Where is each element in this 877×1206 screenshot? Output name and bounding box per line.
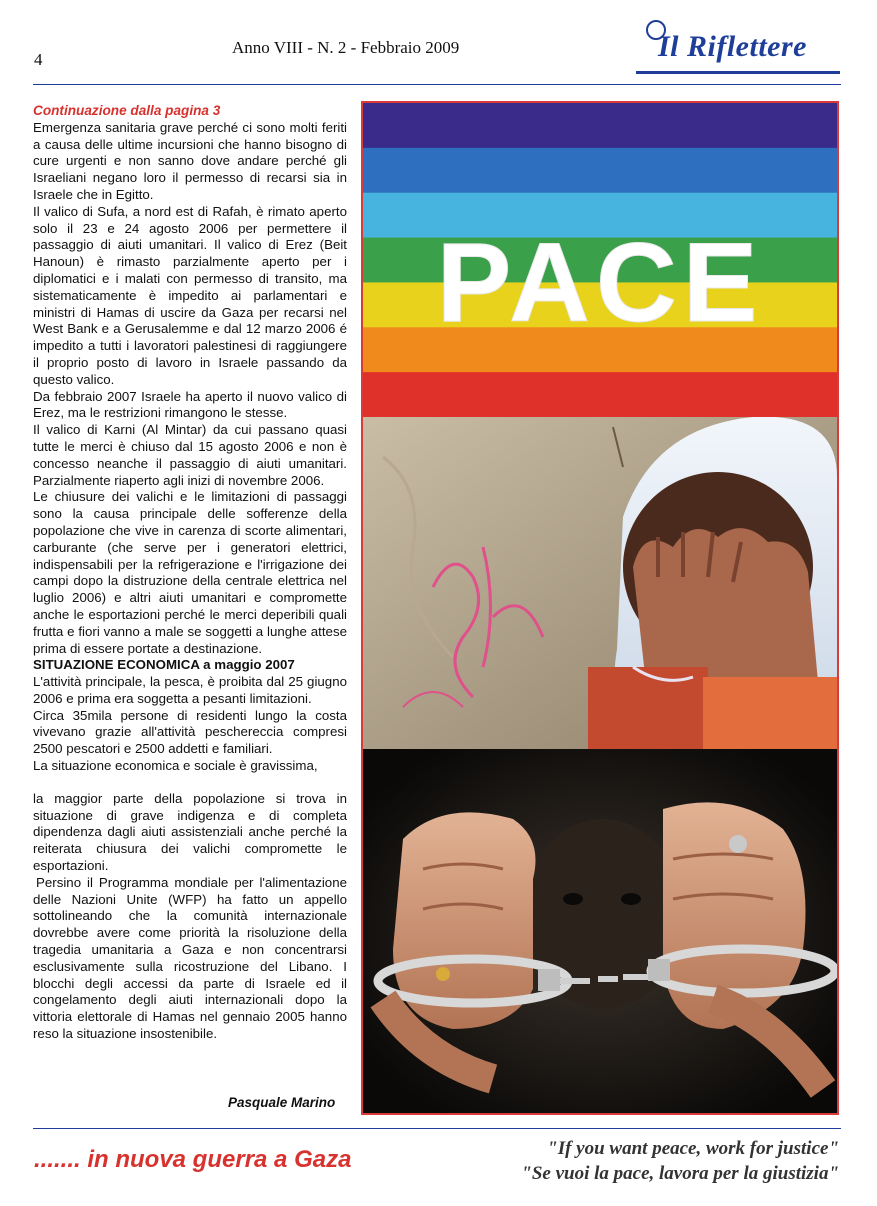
section-heading: SITUAZIONE ECONOMICA a maggio 2007 (33, 657, 295, 673)
quote-italian: "Se vuoi la pace, lavora per la giustizia" (521, 1163, 839, 1184)
paragraph: Le chiusure dei valichi e le limitazioni di passaggi sono la causa principale delle sofferenze della popolazione che vive in carenza di scorte alimentari, carburante (che serve per i generatori elettrici, indispensabili per la refrigerazione e l'irrigazione dei campi dopo la distruzione della centrale elettrica nel luglio 2006) e altri aiuti umanitari e compromette anche le esportazioni perché le merci deperibili quali frutta e fiori vanno a male se soggetti a lunghe attese prima di essere portate a destinazione. (33, 489, 347, 656)
paragraph: L'attività principale, la pesca, è proibita dal 25 giugno 2006 e prima era soggetta a pesanti limitazioni. (33, 674, 347, 706)
photo-collage (361, 101, 839, 1115)
quote-english: "If you want peace, work for justice" (547, 1138, 839, 1159)
header-divider (33, 84, 841, 85)
issue-info: Anno VIII - N. 2 - Febbraio 2009 (232, 38, 460, 57)
footer-title: ....... in nuova guerra a Gaza (34, 1146, 352, 1173)
paragraph: la maggior parte della popolazione si trova in situazione di grave indigenza e di completa dipendenza dagli aiuti assistenziali anche perché la reiterata chiusura dei valichi compromette le esportazioni. (33, 790, 347, 874)
continuation-label: Continuazione dalla pagina 3 (33, 103, 221, 118)
logo-text: Il Riflettere (658, 30, 807, 63)
article-column (33, 103, 347, 1043)
flag-stripe (363, 372, 837, 417)
paragraph: Il valico di Sufa, a nord est di Rafah, è rimato aperto solo il 23 e 24 agosto 2006 per permettere il passaggio di aiuti umanitari. Il valico di Erez (Beit Hanoun) è rimasto parzialmente aperto per i diplomatici e i malati con permesso di transito, ma sistematicamente è impedito ai parlamentari e ministri di Hamas di uscire da Gaza per recarsi nel West Bank e a Gerusalemme e dal 12 marzo 2006 é impedito a tutti i lavoratori palestinesi di raggiungere il proprio posto di lavoro in Israele passando da questo valico. (33, 203, 347, 387)
flag-stripe (363, 103, 837, 149)
flag-text: PACE (436, 220, 764, 345)
paragraph: La situazione economica e sociale è gravissima, (33, 758, 318, 774)
flag-stripe (363, 148, 837, 194)
paragraph: Da febbraio 2007 Israele ha aperto il nuovo valico di Erez, ma le restrizioni rimangono le stesse. (33, 388, 347, 421)
footer-divider (33, 1128, 841, 1129)
paragraph: Circa 35mila persone di residenti lungo la costa vivevano grazie all'attività peschereccia compresi 2500 pescatori e 2500 addetti e familiari. (33, 707, 347, 757)
paragraph: Emergenza sanitaria grave perché ci sono molti feriti a causa delle ultime incursioni che hanno bisogno di cure urgenti e non sanno dove andare perché gli Israeliani negano loro il permesso di recarsi sia in Israele che in Egitto. (33, 119, 347, 202)
peace-flag-photo (363, 103, 837, 417)
page-number: 4 (34, 50, 43, 69)
logo-underline (636, 71, 840, 74)
crying-child-photo (363, 417, 837, 749)
paragraph: Il valico di Karni (Al Mintar) da cui passano quasi tutte le merci è chiuso dal 15 agosto 2006 e non è concesso neanche il passaggio di aiuti umanitari. Parzialmente riaperto agli inizi di novembre 2006. (33, 422, 347, 488)
author-signature: Pasquale Marino (228, 1095, 336, 1110)
paragraph: Persino il Programma mondiale per l'alimentazione delle Nazioni Unite (WFP) ha fatto un appello sottolineando che la comunità internazionale dovrebbe avere come priorità la risoluzione della tragedia umanitaria a Gaza e non concentrarsi esclusivamente sulla ricostruzione del Libano. I blocchi degli accessi da parte di Israele ed il congelamento degli aiuti internazionali dopo la vittoria elettorale di Hamas nel gennaio 2005 hanno reso la situazione insostenibile. (33, 874, 347, 1042)
masthead-logo (640, 18, 840, 68)
handcuffed-hands-photo (363, 749, 837, 1113)
